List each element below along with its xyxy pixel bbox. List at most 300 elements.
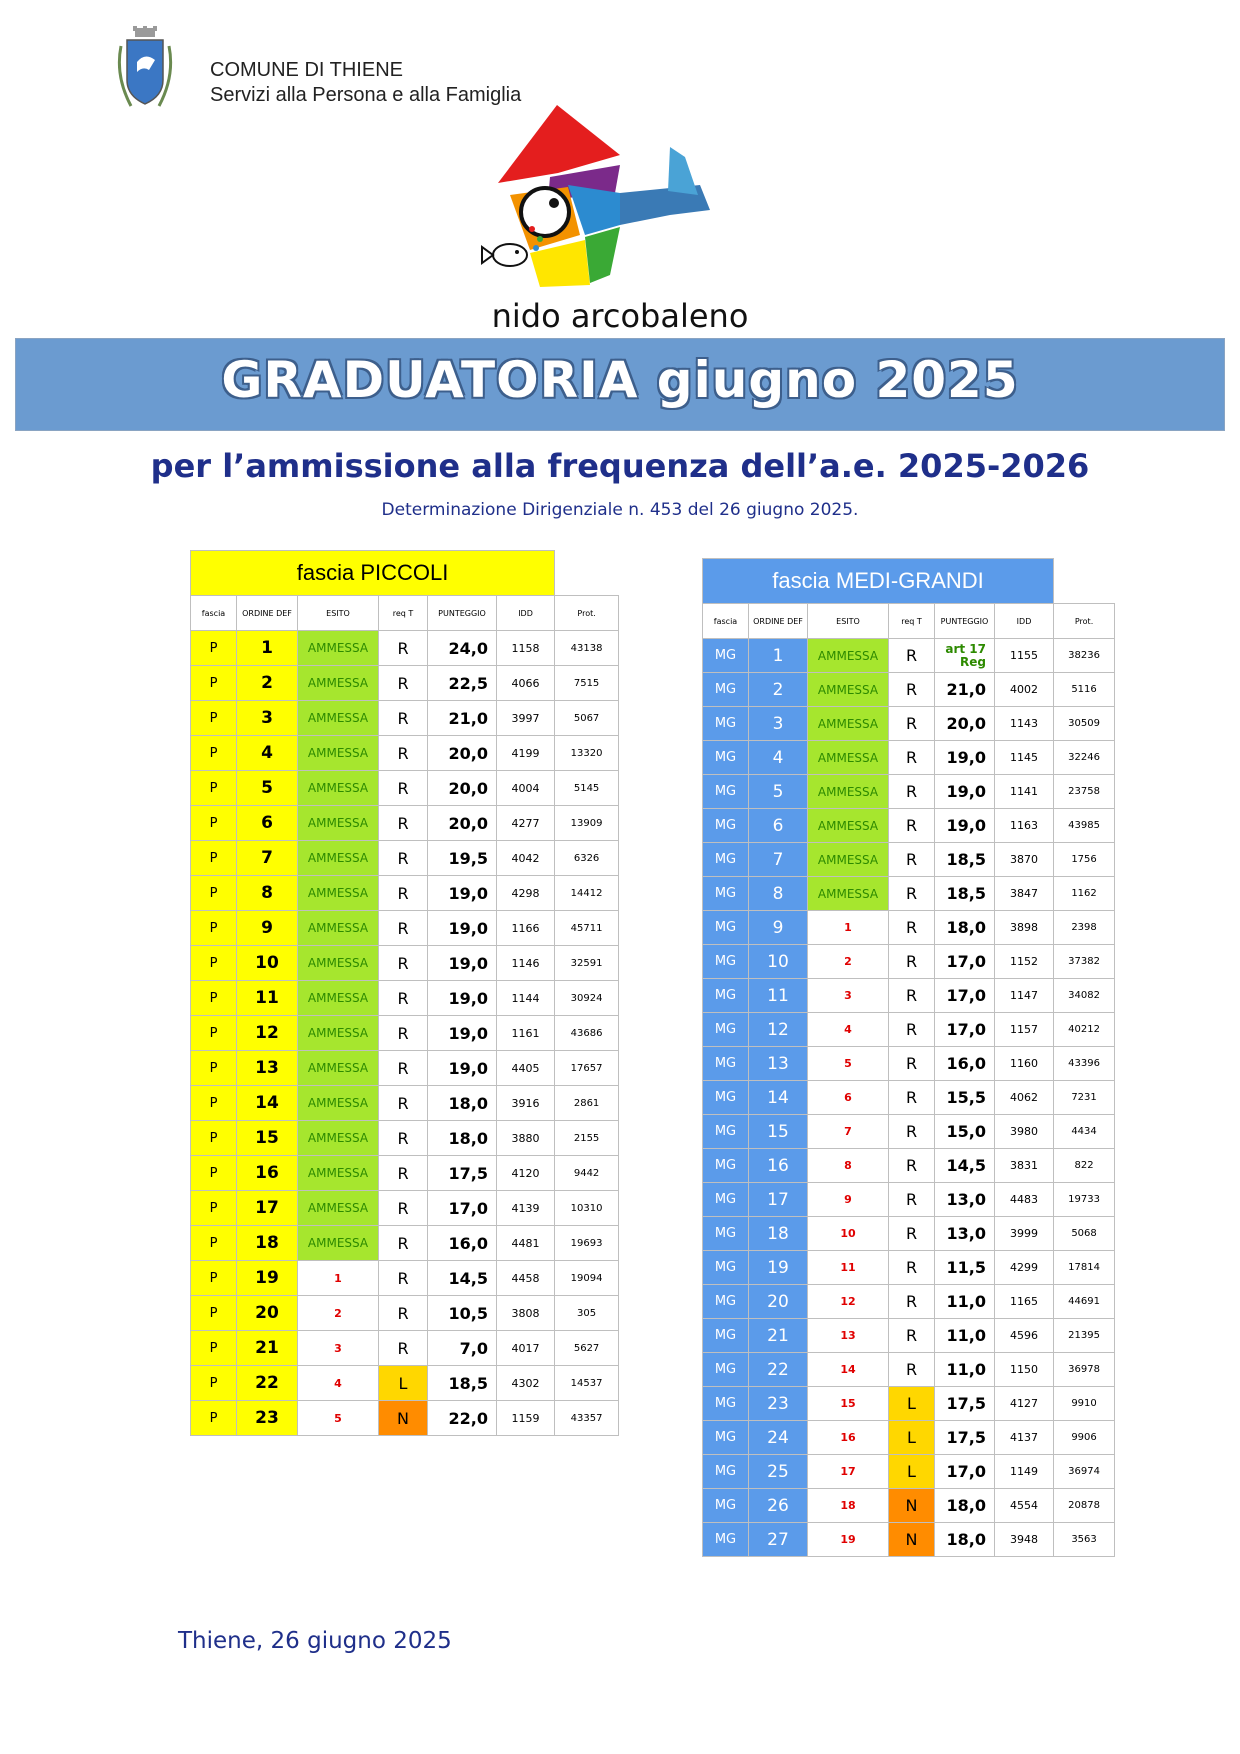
col-header-prot: Prot.	[1054, 604, 1115, 639]
organization-department: Servizi alla Persona e alla Famiglia	[210, 84, 522, 106]
cell-prot: 30924	[555, 981, 619, 1016]
cell-prot: 13320	[555, 736, 619, 771]
cell-esito: 17	[808, 1455, 889, 1489]
cell-punteggio: 19,0	[428, 1051, 497, 1086]
cell-esito: AMMESSA	[298, 1226, 379, 1261]
cell-fascia: P	[191, 876, 237, 911]
cell-prot: 4434	[1054, 1115, 1115, 1149]
cell-prot: 2398	[1054, 911, 1115, 945]
cell-idd: 3880	[497, 1121, 555, 1156]
cell-prot: 17814	[1054, 1251, 1115, 1285]
cell-ordine: 22	[237, 1366, 298, 1401]
piccoli-caption: fascia PICCOLI	[191, 551, 555, 596]
cell-esito: 2	[808, 945, 889, 979]
cell-ordine: 2	[749, 673, 808, 707]
table-row	[703, 775, 1115, 809]
table-row	[191, 1121, 619, 1156]
cell-esito: AMMESSA	[298, 946, 379, 981]
cell-esito: AMMESSA	[298, 736, 379, 771]
table-row	[703, 843, 1115, 877]
cell-punteggio: 17,0	[935, 1013, 995, 1047]
cell-ordine: 11	[237, 981, 298, 1016]
cell-fascia: P	[191, 771, 237, 806]
cell-fascia: MG	[703, 639, 749, 673]
table-row	[703, 1217, 1115, 1251]
cell-prot: 45711	[555, 911, 619, 946]
col-header-esito: ESITO	[298, 596, 379, 631]
cell-ordine: 12	[749, 1013, 808, 1047]
cell-punteggio: 17,0	[935, 979, 995, 1013]
cell-punteggio: 19,0	[428, 946, 497, 981]
cell-req: N	[889, 1523, 935, 1557]
cell-idd: 1165	[995, 1285, 1054, 1319]
cell-ordine: 7	[237, 841, 298, 876]
cell-fascia: P	[191, 666, 237, 701]
table-row	[703, 1081, 1115, 1115]
cell-fascia: MG	[703, 877, 749, 911]
cell-esito: 3	[808, 979, 889, 1013]
cell-esito: 4	[298, 1366, 379, 1401]
table-row	[191, 946, 619, 981]
cell-ordine: 10	[237, 946, 298, 981]
cell-fascia: MG	[703, 1387, 749, 1421]
cell-esito: 2	[298, 1296, 379, 1331]
cell-punteggio: 17,0	[935, 1455, 995, 1489]
cell-req: R	[889, 639, 935, 673]
cell-req: R	[379, 631, 428, 666]
cell-idd: 1152	[995, 945, 1054, 979]
cell-esito: AMMESSA	[808, 707, 889, 741]
cell-esito: AMMESSA	[298, 1121, 379, 1156]
cell-req: R	[889, 1285, 935, 1319]
cell-esito: AMMESSA	[298, 876, 379, 911]
cell-punteggio: 17,0	[428, 1191, 497, 1226]
cell-punteggio: 19,0	[935, 775, 995, 809]
cell-req: R	[889, 1115, 935, 1149]
cell-punteggio: 15,0	[935, 1115, 995, 1149]
table-row	[703, 809, 1115, 843]
cell-req: R	[889, 775, 935, 809]
page-subtitle: per l’ammissione alla frequenza dell’a.e. 2025-2026	[150, 447, 1090, 485]
cell-prot: 10310	[555, 1191, 619, 1226]
cell-ordine: 23	[749, 1387, 808, 1421]
cell-req: R	[889, 877, 935, 911]
cell-esito: AMMESSA	[808, 639, 889, 673]
cell-prot: 19094	[555, 1261, 619, 1296]
cell-ordine: 2	[237, 666, 298, 701]
cell-ordine: 12	[237, 1016, 298, 1051]
table-row	[191, 1156, 619, 1191]
cell-fascia: P	[191, 1226, 237, 1261]
cell-fascia: MG	[703, 1251, 749, 1285]
cell-idd: 1145	[995, 741, 1054, 775]
cell-prot: 30509	[1054, 707, 1115, 741]
cell-idd: 4298	[497, 876, 555, 911]
cell-idd: 3999	[995, 1217, 1054, 1251]
cell-esito: 18	[808, 1489, 889, 1523]
cell-esito: AMMESSA	[298, 911, 379, 946]
cell-ordine: 13	[237, 1051, 298, 1086]
cell-req: R	[889, 1081, 935, 1115]
cell-fascia: MG	[703, 1523, 749, 1557]
cell-ordine: 21	[237, 1331, 298, 1366]
cell-fascia: P	[191, 1296, 237, 1331]
cell-req: R	[379, 1051, 428, 1086]
cell-esito: 5	[298, 1401, 379, 1436]
cell-punteggio: 11,0	[935, 1285, 995, 1319]
medigrandi-caption: fascia MEDI-GRANDI	[703, 559, 1054, 604]
cell-idd: 4137	[995, 1421, 1054, 1455]
cell-punteggio: 17,0	[935, 945, 995, 979]
cell-ordine: 16	[237, 1156, 298, 1191]
table-row	[703, 1353, 1115, 1387]
cell-idd: 1161	[497, 1016, 555, 1051]
cell-esito: 10	[808, 1217, 889, 1251]
table-row	[703, 945, 1115, 979]
cell-fascia: MG	[703, 1217, 749, 1251]
cell-punteggio: 18,0	[428, 1121, 497, 1156]
cell-req: R	[889, 1047, 935, 1081]
cell-fascia: MG	[703, 1285, 749, 1319]
table-row	[191, 631, 619, 666]
cell-esito: AMMESSA	[298, 841, 379, 876]
cell-esito: AMMESSA	[298, 1191, 379, 1226]
cell-punteggio: 18,5	[935, 877, 995, 911]
cell-req: L	[889, 1421, 935, 1455]
cell-req: R	[379, 1191, 428, 1226]
cell-punteggio: 22,0	[428, 1401, 497, 1436]
table-row	[191, 1086, 619, 1121]
cell-prot: 5627	[555, 1331, 619, 1366]
table-row	[703, 1285, 1115, 1319]
cell-prot: 32246	[1054, 741, 1115, 775]
cell-esito: AMMESSA	[298, 806, 379, 841]
table-row	[703, 911, 1115, 945]
cell-esito: 13	[808, 1319, 889, 1353]
cell-req: R	[379, 736, 428, 771]
cell-idd: 1160	[995, 1047, 1054, 1081]
cell-fascia: P	[191, 1401, 237, 1436]
cell-req: L	[889, 1387, 935, 1421]
cell-idd: 1141	[995, 775, 1054, 809]
cell-fascia: P	[191, 911, 237, 946]
cell-punteggio: 11,0	[935, 1319, 995, 1353]
cell-punteggio: 18,0	[428, 1086, 497, 1121]
cell-fascia: MG	[703, 707, 749, 741]
table-row	[191, 666, 619, 701]
cell-esito: AMMESSA	[808, 809, 889, 843]
cell-ordine: 20	[237, 1296, 298, 1331]
cell-fascia: MG	[703, 1013, 749, 1047]
cell-ordine: 27	[749, 1523, 808, 1557]
cell-ordine: 19	[749, 1251, 808, 1285]
cell-ordine: 10	[749, 945, 808, 979]
table-row	[191, 1051, 619, 1086]
cell-fascia: MG	[703, 673, 749, 707]
col-header-ordine: ORDINE DEF	[237, 596, 298, 631]
cell-fascia: MG	[703, 1047, 749, 1081]
col-header-punteggio: PUNTEGGIO	[428, 596, 497, 631]
cell-idd: 4042	[497, 841, 555, 876]
cell-req: R	[889, 707, 935, 741]
cell-ordine: 26	[749, 1489, 808, 1523]
table-row	[191, 1366, 619, 1401]
cell-fascia: P	[191, 841, 237, 876]
cell-idd: 4120	[497, 1156, 555, 1191]
cell-req: R	[889, 1319, 935, 1353]
determination-note: Determinazione Dirigenziale n. 453 del 26 giugno 2025.	[381, 500, 859, 520]
cell-esito: 1	[808, 911, 889, 945]
cell-idd: 4481	[497, 1226, 555, 1261]
cell-req: R	[889, 1353, 935, 1387]
table-row	[191, 841, 619, 876]
cell-esito: AMMESSA	[298, 1156, 379, 1191]
cell-fascia: MG	[703, 1115, 749, 1149]
cell-fascia: MG	[703, 809, 749, 843]
cell-punteggio: 19,0	[428, 1016, 497, 1051]
table-row	[191, 876, 619, 911]
cell-punteggio: 14,5	[428, 1261, 497, 1296]
cell-punteggio: 15,5	[935, 1081, 995, 1115]
table-row	[703, 1387, 1115, 1421]
cell-req: R	[379, 1226, 428, 1261]
col-header-idd: IDD	[497, 596, 555, 631]
cell-prot: 43396	[1054, 1047, 1115, 1081]
cell-fascia: MG	[703, 1081, 749, 1115]
cell-fascia: P	[191, 736, 237, 771]
cell-prot: 9906	[1054, 1421, 1115, 1455]
cell-req: R	[379, 771, 428, 806]
cell-prot: 9442	[555, 1156, 619, 1191]
cell-prot: 5068	[1054, 1217, 1115, 1251]
cell-fascia: P	[191, 1086, 237, 1121]
cell-fascia: MG	[703, 1183, 749, 1217]
cell-esito: 4	[808, 1013, 889, 1047]
table-row	[191, 771, 619, 806]
cell-esito: 1	[298, 1261, 379, 1296]
cell-punteggio: 19,0	[428, 981, 497, 1016]
cell-ordine: 23	[237, 1401, 298, 1436]
table-header-row	[191, 596, 619, 631]
cell-fascia: P	[191, 631, 237, 666]
cell-ordine: 1	[749, 639, 808, 673]
footer-place-date: Thiene, 26 giugno 2025	[178, 1628, 452, 1654]
cell-idd: 4062	[995, 1081, 1054, 1115]
cell-punteggio: 17,5	[935, 1421, 995, 1455]
cell-req: R	[379, 1016, 428, 1051]
cell-idd: 3808	[497, 1296, 555, 1331]
cell-ordine: 18	[749, 1217, 808, 1251]
table-row	[191, 1331, 619, 1366]
cell-esito: 8	[808, 1149, 889, 1183]
cell-req: R	[889, 911, 935, 945]
cell-idd: 4017	[497, 1331, 555, 1366]
col-header-req: req T	[379, 596, 428, 631]
cell-punteggio: 13,0	[935, 1183, 995, 1217]
cell-fascia: P	[191, 1156, 237, 1191]
cell-esito: 7	[808, 1115, 889, 1149]
cell-punteggio: 16,0	[935, 1047, 995, 1081]
cell-idd: 1163	[995, 809, 1054, 843]
col-header-req: req T	[889, 604, 935, 639]
cell-punteggio: 24,0	[428, 631, 497, 666]
cell-fascia: MG	[703, 1319, 749, 1353]
cell-esito: AMMESSA	[808, 673, 889, 707]
cell-esito: AMMESSA	[808, 843, 889, 877]
medigrandi-table	[702, 558, 1115, 1557]
cell-idd: 1166	[497, 911, 555, 946]
cell-fascia: MG	[703, 911, 749, 945]
cell-prot: 1162	[1054, 877, 1115, 911]
cell-prot: 7231	[1054, 1081, 1115, 1115]
cell-idd: 3997	[497, 701, 555, 736]
cell-punteggio: 19,5	[428, 841, 497, 876]
cell-prot: 9910	[1054, 1387, 1115, 1421]
cell-idd: 3948	[995, 1523, 1054, 1557]
cell-fascia: P	[191, 806, 237, 841]
cell-esito: AMMESSA	[298, 1086, 379, 1121]
table-row	[191, 1296, 619, 1331]
nido-arcobaleno-logo	[470, 105, 770, 335]
table-row	[191, 806, 619, 841]
cell-punteggio: 19,0	[935, 809, 995, 843]
cell-req: L	[379, 1366, 428, 1401]
cell-ordine: 8	[749, 877, 808, 911]
cell-ordine: 21	[749, 1319, 808, 1353]
col-header-ordine: ORDINE DEF	[749, 604, 808, 639]
table-row	[191, 1191, 619, 1226]
cell-idd: 3870	[995, 843, 1054, 877]
table-row	[703, 979, 1115, 1013]
cell-punteggio: 20,0	[428, 806, 497, 841]
cell-punteggio: 18,0	[935, 1489, 995, 1523]
cell-esito: AMMESSA	[808, 741, 889, 775]
cell-idd: 4405	[497, 1051, 555, 1086]
cell-ordine: 20	[749, 1285, 808, 1319]
cell-esito: AMMESSA	[298, 1016, 379, 1051]
cell-punteggio: 11,0	[935, 1353, 995, 1387]
cell-prot: 14537	[555, 1366, 619, 1401]
cell-req: L	[889, 1455, 935, 1489]
cell-prot: 34082	[1054, 979, 1115, 1013]
cell-prot: 37382	[1054, 945, 1115, 979]
table-row	[703, 1251, 1115, 1285]
col-header-fascia: fascia	[703, 604, 749, 639]
cell-prot: 3563	[1054, 1523, 1115, 1557]
cell-prot: 44691	[1054, 1285, 1115, 1319]
col-header-prot: Prot.	[555, 596, 619, 631]
cell-esito: 9	[808, 1183, 889, 1217]
cell-idd: 1149	[995, 1455, 1054, 1489]
cell-ordine: 14	[749, 1081, 808, 1115]
cell-idd: 3916	[497, 1086, 555, 1121]
cell-esito: 14	[808, 1353, 889, 1387]
cell-prot: 7515	[555, 666, 619, 701]
cell-prot: 14412	[555, 876, 619, 911]
municipal-crest-icon	[115, 26, 175, 114]
cell-esito: AMMESSA	[808, 877, 889, 911]
cell-prot: 5145	[555, 771, 619, 806]
cell-punteggio: 19,0	[935, 741, 995, 775]
table-row	[191, 1016, 619, 1051]
title-banner	[15, 338, 1225, 431]
cell-ordine: 18	[237, 1226, 298, 1261]
cell-idd: 4066	[497, 666, 555, 701]
cell-punteggio: 20,0	[428, 736, 497, 771]
cell-idd: 3847	[995, 877, 1054, 911]
table-row	[703, 639, 1115, 673]
cell-prot: 305	[555, 1296, 619, 1331]
cell-idd: 3980	[995, 1115, 1054, 1149]
cell-prot: 32591	[555, 946, 619, 981]
piccoli-table	[190, 550, 619, 1436]
cell-fascia: P	[191, 1051, 237, 1086]
cell-ordine: 6	[237, 806, 298, 841]
cell-ordine: 9	[237, 911, 298, 946]
cell-idd: 4139	[497, 1191, 555, 1226]
cell-punteggio: 22,5	[428, 666, 497, 701]
table-row	[191, 1226, 619, 1261]
cell-idd: 1157	[995, 1013, 1054, 1047]
cell-req: R	[379, 981, 428, 1016]
cell-esito: AMMESSA	[808, 775, 889, 809]
cell-punteggio: 20,0	[935, 707, 995, 741]
cell-fascia: MG	[703, 843, 749, 877]
cell-ordine: 14	[237, 1086, 298, 1121]
cell-req: R	[379, 1156, 428, 1191]
cell-ordine: 6	[749, 809, 808, 843]
table-row	[191, 1261, 619, 1296]
cell-req: N	[889, 1489, 935, 1523]
table-row	[703, 1183, 1115, 1217]
cell-fascia: P	[191, 1261, 237, 1296]
cell-prot: 5116	[1054, 673, 1115, 707]
cell-prot: 13909	[555, 806, 619, 841]
cell-idd: 1144	[497, 981, 555, 1016]
cell-punteggio: 21,0	[428, 701, 497, 736]
cell-idd: 4277	[497, 806, 555, 841]
cell-idd: 4002	[995, 673, 1054, 707]
cell-ordine: 15	[749, 1115, 808, 1149]
cell-req: R	[889, 1149, 935, 1183]
cell-prot: 23758	[1054, 775, 1115, 809]
table-row	[703, 1421, 1115, 1455]
cell-req: R	[889, 741, 935, 775]
cell-ordine: 24	[749, 1421, 808, 1455]
cell-ordine: 17	[237, 1191, 298, 1226]
cell-req: R	[379, 876, 428, 911]
table-row	[191, 911, 619, 946]
cell-esito: AMMESSA	[298, 666, 379, 701]
table-row	[703, 1115, 1115, 1149]
cell-idd: 4458	[497, 1261, 555, 1296]
cell-punteggio: 18,5	[428, 1366, 497, 1401]
cell-req: R	[889, 945, 935, 979]
cell-ordine: 25	[749, 1455, 808, 1489]
cell-ordine: 9	[749, 911, 808, 945]
cell-esito: 3	[298, 1331, 379, 1366]
cell-punteggio: 14,5	[935, 1149, 995, 1183]
cell-prot: 40212	[1054, 1013, 1115, 1047]
cell-req: R	[889, 809, 935, 843]
cell-punteggio: 18,0	[935, 1523, 995, 1557]
cell-punteggio: 7,0	[428, 1331, 497, 1366]
cell-req: R	[379, 911, 428, 946]
table-row	[703, 673, 1115, 707]
cell-req: R	[379, 701, 428, 736]
cell-fascia: P	[191, 1121, 237, 1156]
cell-req: R	[379, 946, 428, 981]
